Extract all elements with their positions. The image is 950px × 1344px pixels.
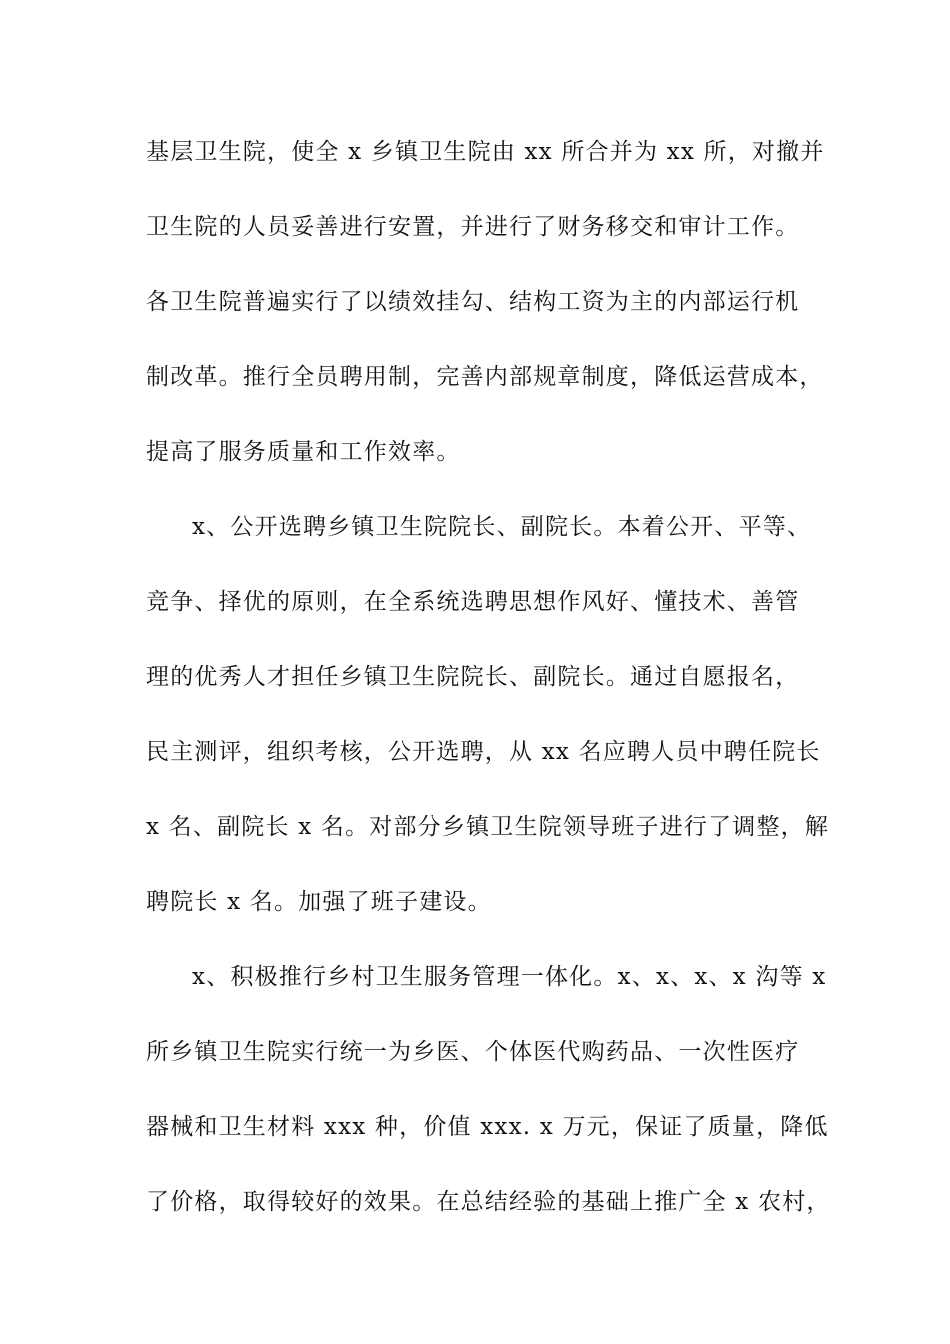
paragraph-1-line-3: 各卫生院普遍实行了以绩效挂勾、结构工资为主的内部运行机 <box>146 289 800 315</box>
paragraph-3-line-3: 器械和卫生材料 xxx 种，价值 xxx. x 万元，保证了质量，降低 <box>146 1114 829 1140</box>
paragraph-2-line-2: 竞争、择优的原则，在全系统选聘思想作风好、懂技术、善管 <box>146 589 800 615</box>
paragraph-3-line-1: x、积极推行乡村卫生服务管理一体化。x、x、x、x 沟等 x <box>192 964 827 990</box>
paragraph-1-line-2: 卫生院的人员妥善进行安置，并进行了财务移交和审计工作。 <box>146 214 800 240</box>
paragraph-2-line-6: 聘院长 x 名。加强了班子建设。 <box>146 889 492 915</box>
paragraph-3-line-2: 所乡镇卫生院实行统一为乡医、个体医代购药品、一次性医疗 <box>146 1039 800 1065</box>
paragraph-2-line-3: 理的优秀人才担任乡镇卫生院院长、副院长。通过自愿报名， <box>146 664 800 690</box>
paragraph-2-line-1: x、公开选聘乡镇卫生院院长、副院长。本着公开、平等、 <box>192 514 812 540</box>
paragraph-2-line-5: x 名、副院长 x 名。对部分乡镇卫生院领导班子进行了调整，解 <box>146 814 830 840</box>
paragraph-1-line-5: 提高了服务质量和工作效率。 <box>146 439 461 465</box>
paragraph-3-line-4: 了价格，取得较好的效果。在总结经验的基础上推广全 x 农村， <box>146 1189 831 1215</box>
paragraph-2-line-4: 民主测评，组织考核，公开选聘，从 xx 名应聘人员中聘任院长 <box>146 739 821 765</box>
paragraph-1-line-1: 基层卫生院，使全 x 乡镇卫生院由 xx 所合并为 xx 所，对撤并 <box>146 139 825 165</box>
paragraph-1-line-4: 制改革。推行全员聘用制，完善内部规章制度，降低运营成本， <box>146 364 824 390</box>
